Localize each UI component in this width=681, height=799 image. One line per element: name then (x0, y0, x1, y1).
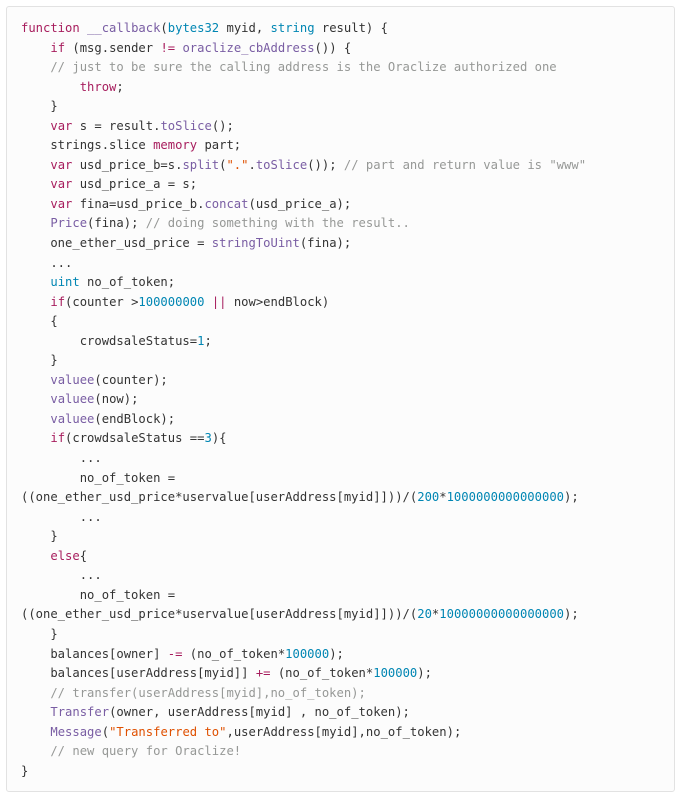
code-line: // new query for Oraclize! (21, 744, 242, 759)
code-line: ... (21, 451, 102, 466)
code-line: strings.slice memory part; (21, 138, 242, 153)
code-line: valuee(endBlock); (50, 411, 176, 426)
code-line: function __callback(bytes32 myid, string result) { (21, 21, 388, 35)
code-line: valuee(counter); (50, 372, 168, 387)
code-line: uint no_of_token; (50, 275, 176, 290)
code-line: ... (21, 568, 102, 583)
code-snippet-block (6, 6, 675, 792)
code-line: no_of_token = (21, 587, 176, 602)
code-line: } (21, 763, 29, 778)
code-line: var usd_price_a = s; (50, 177, 198, 192)
code-line: no_of_token = (21, 470, 176, 485)
code-line: Transfer(owner, userAddress[myid] , no_of_token); (50, 705, 410, 720)
code-line: // just to be sure the calling address is the Oraclize authorized one (21, 60, 557, 75)
code-line: ((one_ether_usd_price*uservalue[userAddress[myid]]))/(200*1000000000000000); (21, 490, 579, 505)
code-line: if(crowdsaleStatus ==3){ (50, 431, 227, 446)
code-line: var fina=usd_price_b.concat(usd_price_a); (50, 196, 352, 211)
code-line: } (21, 99, 58, 114)
code-line: } (21, 529, 58, 544)
code-line: if(counter >100000000 || now>endBlock) (50, 294, 330, 309)
code-line: Price(fina); // doing something with the result.. (21, 216, 410, 231)
code-line: valuee(now); (50, 392, 139, 407)
code-line: { (21, 314, 58, 329)
code-line: else{ (50, 548, 88, 563)
code-line: var s = result.toSlice(); (50, 118, 234, 133)
code-line: if (msg.sender != oraclize_cbAddress()) { (50, 40, 352, 55)
code-line: ((one_ether_usd_price*uservalue[userAddress[myid]]))/(20*10000000000000000); (21, 607, 579, 622)
code-line: } (21, 353, 58, 368)
code-line: balances[owner] -= (no_of_token*100000); (21, 646, 344, 661)
code-line: crowdsaleStatus=1; (21, 333, 212, 348)
code-line: ... (21, 255, 73, 270)
code-line: // transfer(userAddress[myid],no_of_token); (21, 685, 366, 700)
code-line: Message("Transferred to",userAddress[myid],no_of_token); (50, 724, 462, 739)
code-line: var usd_price_b=s.split(".".toSlice()); // part and return value is "www" (50, 157, 587, 172)
code-line: ... (21, 509, 102, 524)
code-line: balances[userAddress[myid]] += (no_of_token*100000); (21, 666, 432, 681)
code-line: throw; (79, 79, 124, 94)
code-line: } (21, 626, 58, 641)
code-line: one_ether_usd_price = stringToUint(fina); (21, 236, 352, 251)
